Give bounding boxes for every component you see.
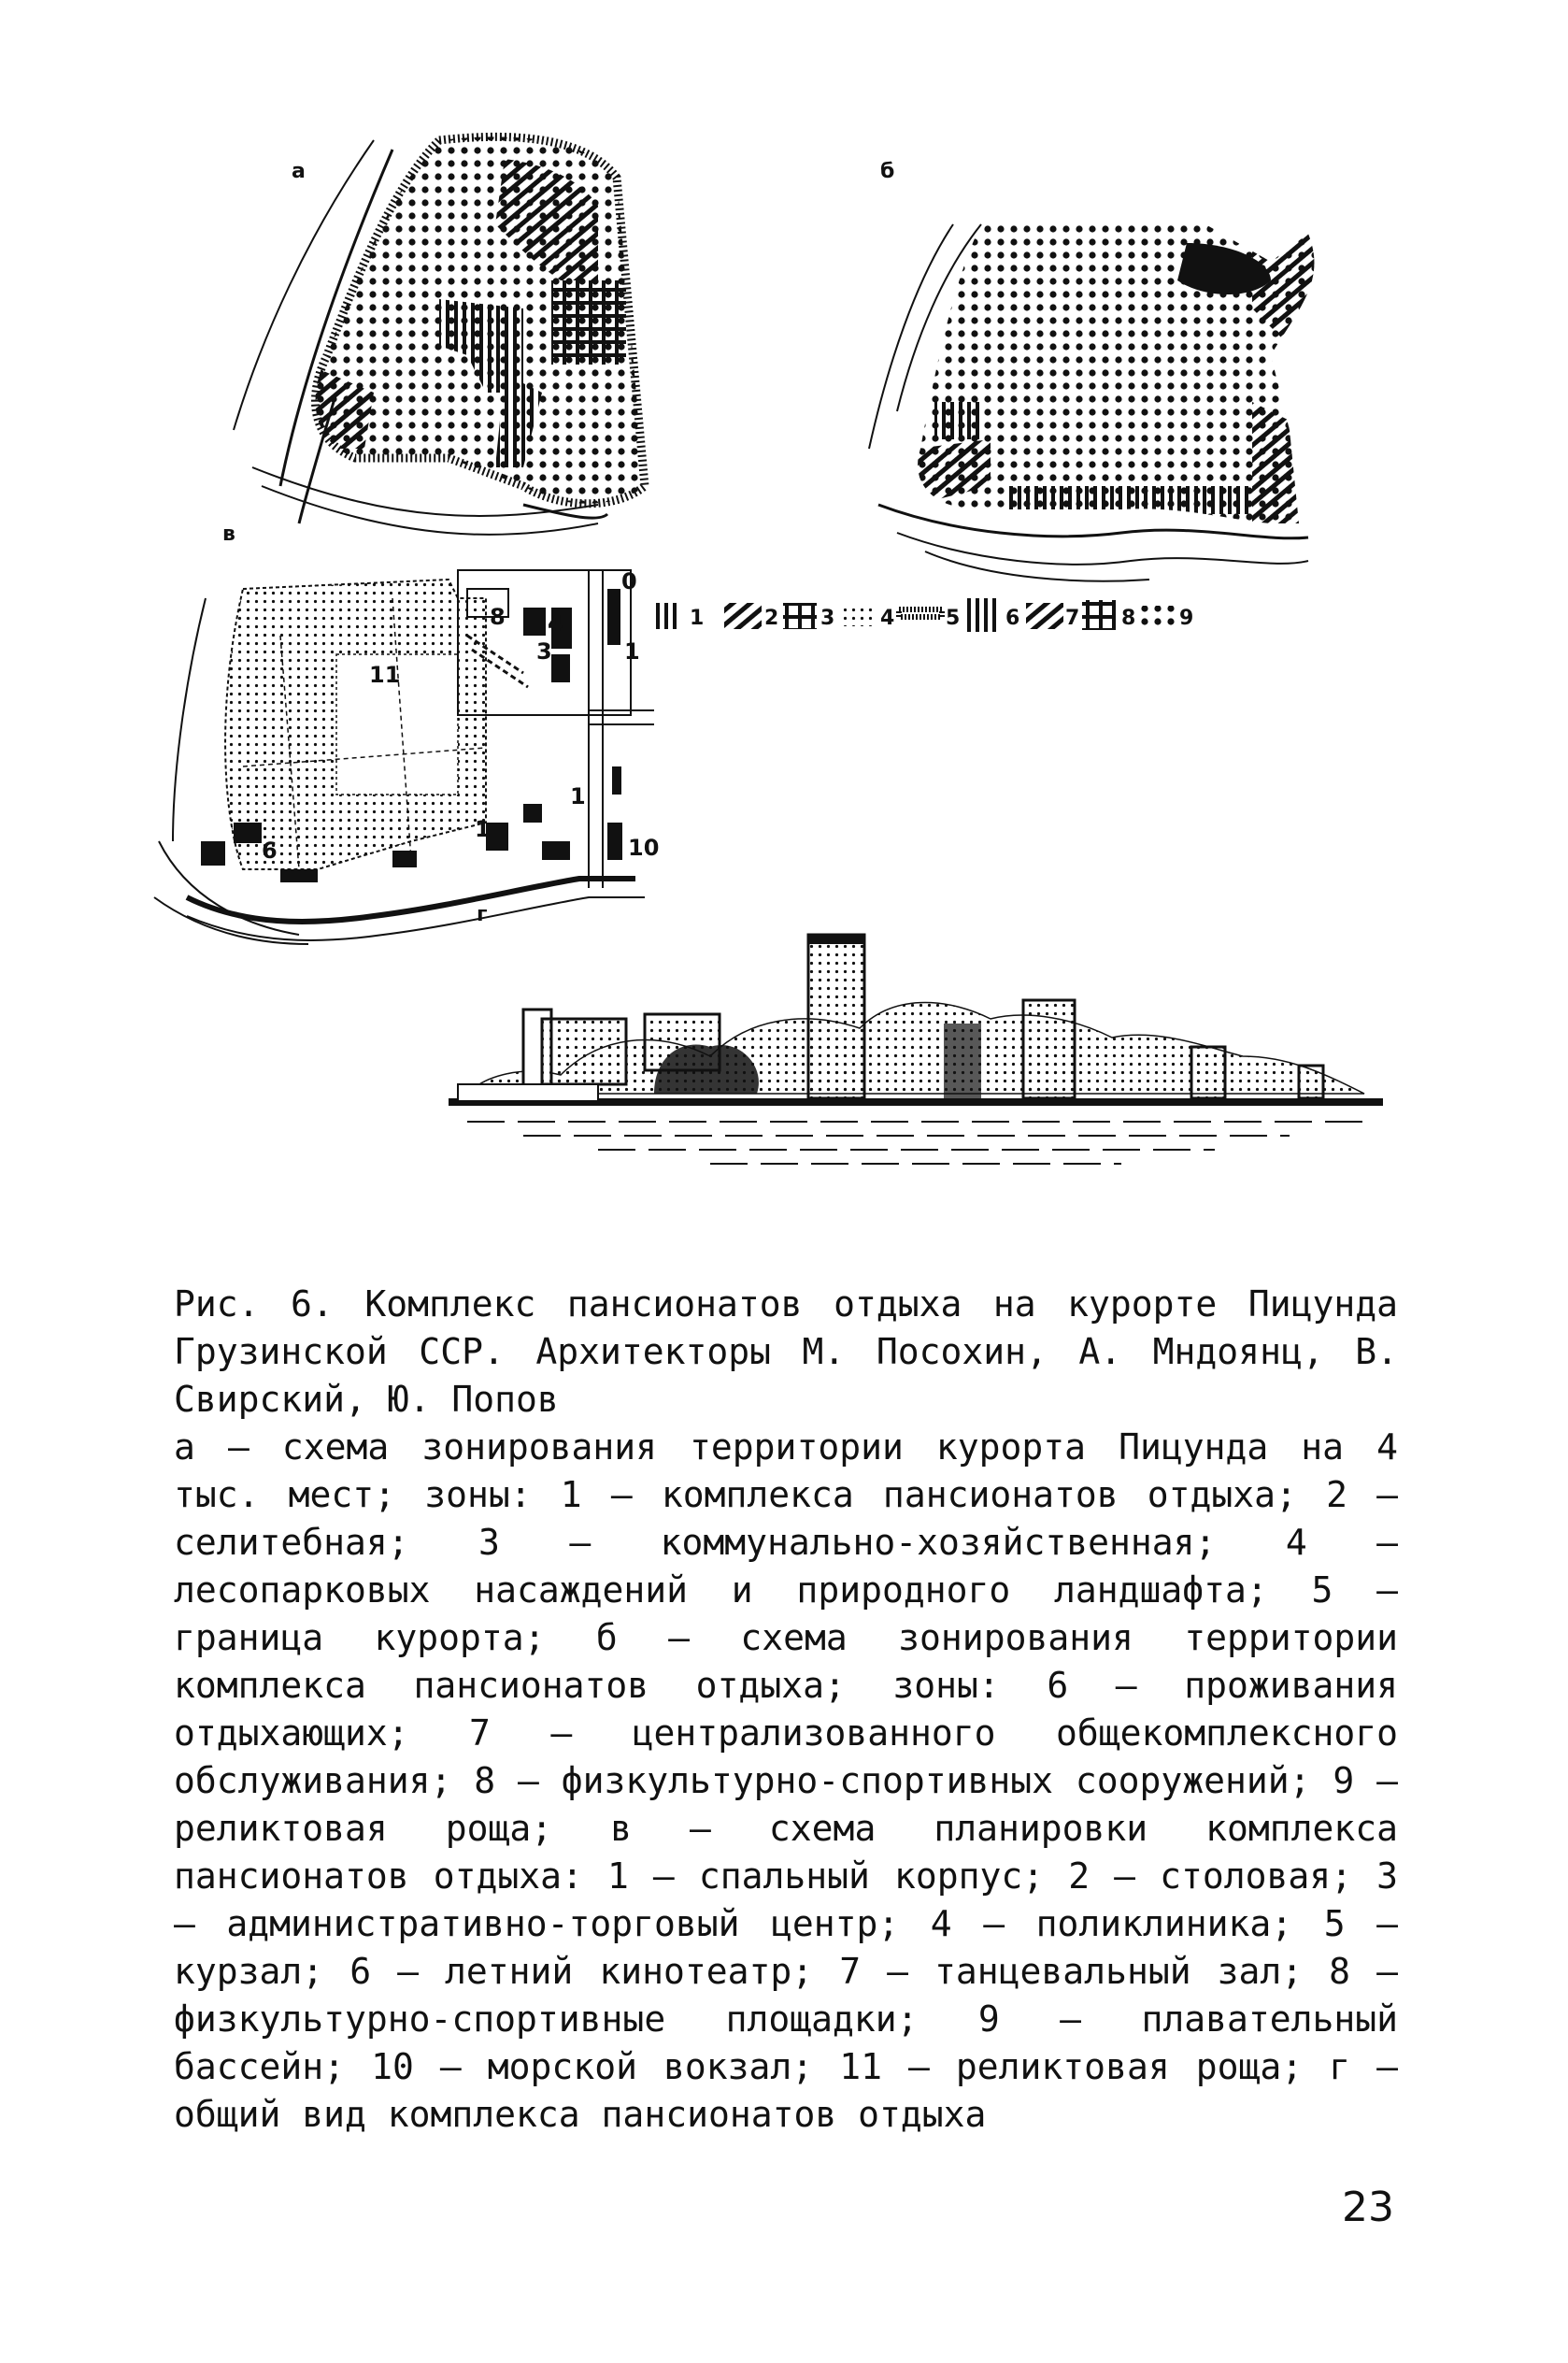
map-label-dorm-b: 1 [475,816,491,842]
legend-4: 4 [880,607,895,630]
panel-v-plan [154,523,659,944]
caption-title: Рис. 6. Комплекс пансионатов отдыха на курорте Пицунда Грузинской ССР. Архитекторы М. Посохин, А. Мндоянц, В. Свирский, Ю. Попов [174,1283,1398,1420]
legend-3: 3 [820,607,835,630]
map-label-dorm-c: 1 [570,783,586,809]
panel-v-label: в [222,523,235,546]
map-label-grove: 11 [369,662,401,688]
legend-8: 8 [1121,607,1136,630]
panel-a-map [234,131,663,535]
panel-b-label: б [880,160,895,183]
legend-6: 6 [1005,607,1020,630]
map-label-top: 0 [621,568,637,594]
panel-a-label: а [292,160,306,183]
map-label-admin: 3 [536,638,552,665]
legend-1: 1 [690,607,705,630]
legend-5: 5 [946,607,961,630]
map-label-clinic: 4 [548,610,563,637]
panel-g-view [449,935,1383,1164]
panel-b-map [869,160,1318,581]
map-label-port: 10 [628,835,660,861]
map-label-sports: 8 [490,604,506,630]
figure-caption [174,1281,1398,2139]
legend-9: 9 [1179,607,1194,630]
page-number: 23 [1342,2184,1394,2231]
legend-7: 7 [1065,607,1080,630]
panel-g-label: г [477,903,488,926]
legend-2: 2 [764,607,779,630]
map-label-dorm-a: 1 [624,638,640,665]
caption-body: а – схема зонирования территории курорта Пицунда на 4 тыс. мест; зоны: 1 – комплекса пансионатов отдыха; 2 – селитебная; 3 – коммунально-хозяйственная; 4 – лесопарковых насаждений и природного ландшафта; 5 – граница курорта; б – схема зонирования территории комплекса пансионатов отдыха; зоны: 6 – проживания отдыхающих; 7 – централизованного общекомплексного обслуживания; 8 – физкультурно-спортивных сооружений; 9 – реликтовая роща; в – схема планировки комплекса пансионатов отдыха: 1 – спальный корпус; 2 – столовая; 3 – административно-торговый центр; 4 – поликлиника; 5 – курзал; 6 – летний кинотеатр; 7 – танцевальный зал; 8 – физкультурно-спортивные площадки; 9 – плавательный бассейн; 10 – морской вокзал; 11 – реликтовая роща; г – общий вид комплекса пансионатов отдыха [174,1426,1398,2135]
map-label-cinema: 6 [262,838,278,864]
legend [652,598,1193,632]
